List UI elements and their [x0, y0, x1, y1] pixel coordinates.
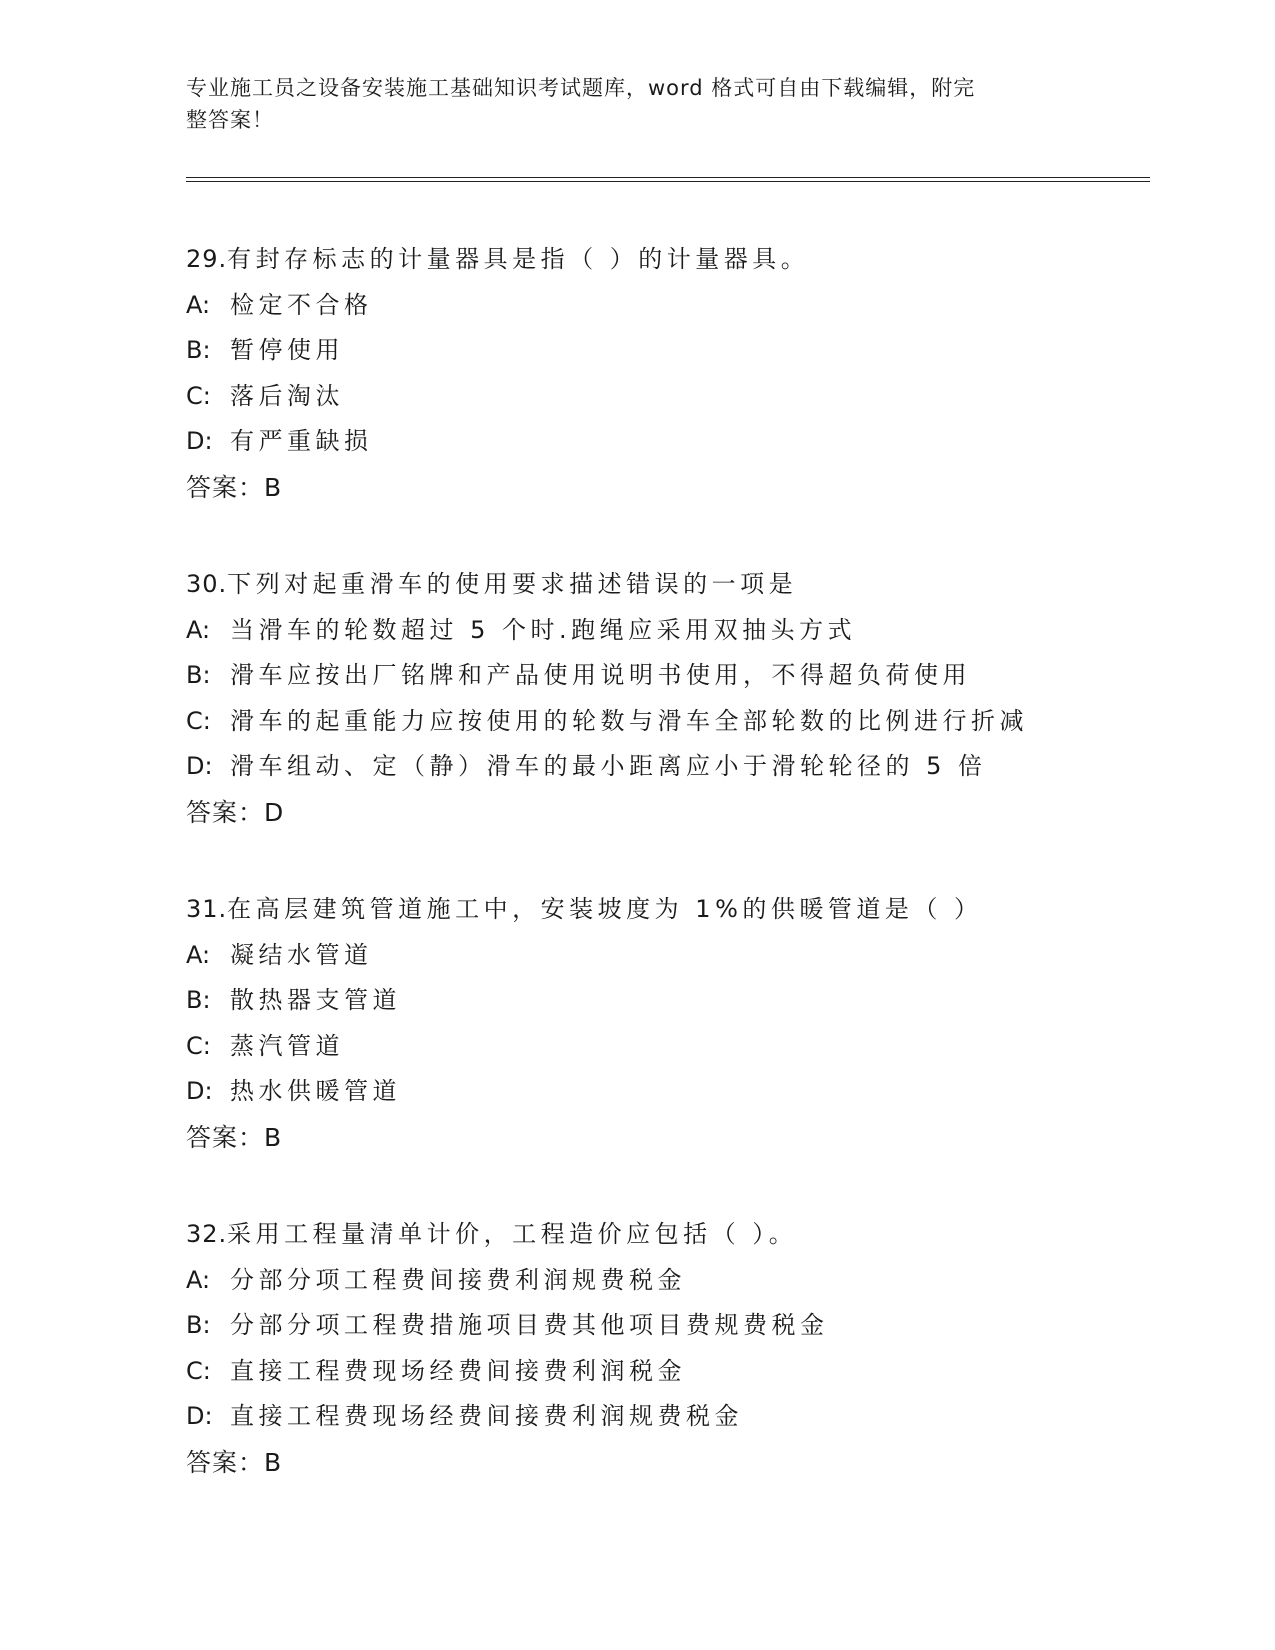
option-letter: A: — [186, 615, 211, 644]
option-letter: A: — [186, 940, 211, 969]
option-text: 当滑车的轮数超过 5 个时.跑绳应采用双抽头方式 — [230, 615, 857, 644]
answer-line: 答案：B — [186, 1447, 283, 1477]
question-number: 30. — [186, 570, 228, 598]
question-list — [186, 237, 1186, 1537]
option-text: 滑车应按出厂铭牌和产品使用说明书使用，不得超负荷使用 — [230, 661, 971, 689]
option-a — [186, 1258, 1186, 1304]
question-29 — [186, 237, 1186, 510]
option-letter: D: — [186, 752, 213, 780]
option-text: 直接工程费现场经费间接费利润规费税金 — [230, 1402, 743, 1430]
option-letter: C: — [186, 1356, 211, 1385]
question-text: 有封存标志的计量器具是指（ ）的计量器具。 — [227, 245, 810, 273]
option-letter: A: — [186, 1265, 211, 1294]
option-b — [186, 653, 1186, 699]
option-d — [186, 744, 1186, 790]
option-letter: D: — [186, 1402, 213, 1430]
option-letter: D: — [186, 1077, 213, 1105]
header-line-2: 整答案！ — [186, 108, 274, 132]
header-divider-top — [186, 177, 1150, 178]
question-number: 32. — [186, 1220, 228, 1248]
question-text: 下列对起重滑车的使用要求描述错误的一项是 — [227, 570, 798, 598]
option-text: 散热器支管道 — [230, 986, 401, 1014]
question-stem — [186, 1212, 1186, 1258]
question-number: 29. — [186, 245, 228, 273]
option-letter: B: — [186, 986, 211, 1014]
option-text: 分部分项工程费间接费利润规费税金 — [230, 1265, 686, 1294]
question-stem — [186, 562, 1186, 608]
option-text: 有严重缺损 — [230, 427, 373, 455]
option-a — [186, 933, 1186, 979]
option-c — [186, 374, 1186, 420]
answer-line: 答案：B — [186, 472, 283, 502]
option-letter: B: — [186, 1311, 211, 1339]
option-c — [186, 699, 1186, 745]
option-text: 落后淘汰 — [230, 381, 344, 410]
question-text: 在高层建筑管道施工中，安装坡度为 1%的供暖管道是（ ） — [227, 895, 983, 923]
option-d — [186, 1394, 1186, 1440]
document-header — [186, 72, 1066, 136]
answer-line: 答案：D — [186, 797, 285, 827]
option-d — [186, 419, 1186, 465]
option-letter: B: — [186, 336, 211, 364]
question-30 — [186, 562, 1186, 835]
option-a — [186, 608, 1186, 654]
option-letter: C: — [186, 706, 211, 735]
option-letter: A: — [186, 290, 211, 319]
option-text: 热水供暖管道 — [230, 1077, 401, 1105]
option-c — [186, 1349, 1186, 1395]
option-d — [186, 1069, 1186, 1115]
option-text: 分部分项工程费措施项目费其他项目费规费税金 — [230, 1311, 829, 1339]
option-letter: C: — [186, 381, 211, 410]
question-stem — [186, 237, 1186, 283]
option-letter: D: — [186, 427, 213, 455]
answer-line: 答案：B — [186, 1122, 283, 1152]
option-text: 滑车的起重能力应按使用的轮数与滑车全部轮数的比例进行折减 — [230, 706, 1028, 735]
header-line-1: 专业施工员之设备安装施工基础知识考试题库，word 格式可自由下载编辑，附完 — [186, 76, 976, 100]
question-number: 31. — [186, 895, 228, 923]
option-text: 检定不合格 — [230, 290, 373, 319]
option-c — [186, 1024, 1186, 1070]
question-text: 采用工程量清单计价，工程造价应包括（ ）。 — [227, 1220, 798, 1248]
option-letter: C: — [186, 1031, 211, 1060]
option-text: 直接工程费现场经费间接费利润税金 — [230, 1356, 686, 1385]
question-31 — [186, 887, 1186, 1160]
option-b — [186, 978, 1186, 1024]
option-text: 蒸汽管道 — [230, 1031, 344, 1060]
option-b — [186, 1303, 1186, 1349]
question-32 — [186, 1212, 1186, 1485]
option-letter: B: — [186, 661, 211, 689]
option-text: 滑车组动、定（静）滑车的最小距离应小于滑轮轮径的 5 倍 — [230, 752, 987, 780]
header-divider-bottom — [186, 181, 1150, 182]
option-a — [186, 283, 1186, 329]
option-text: 暂停使用 — [230, 336, 344, 364]
question-stem — [186, 887, 1186, 933]
option-text: 凝结水管道 — [230, 940, 373, 969]
option-b — [186, 328, 1186, 374]
